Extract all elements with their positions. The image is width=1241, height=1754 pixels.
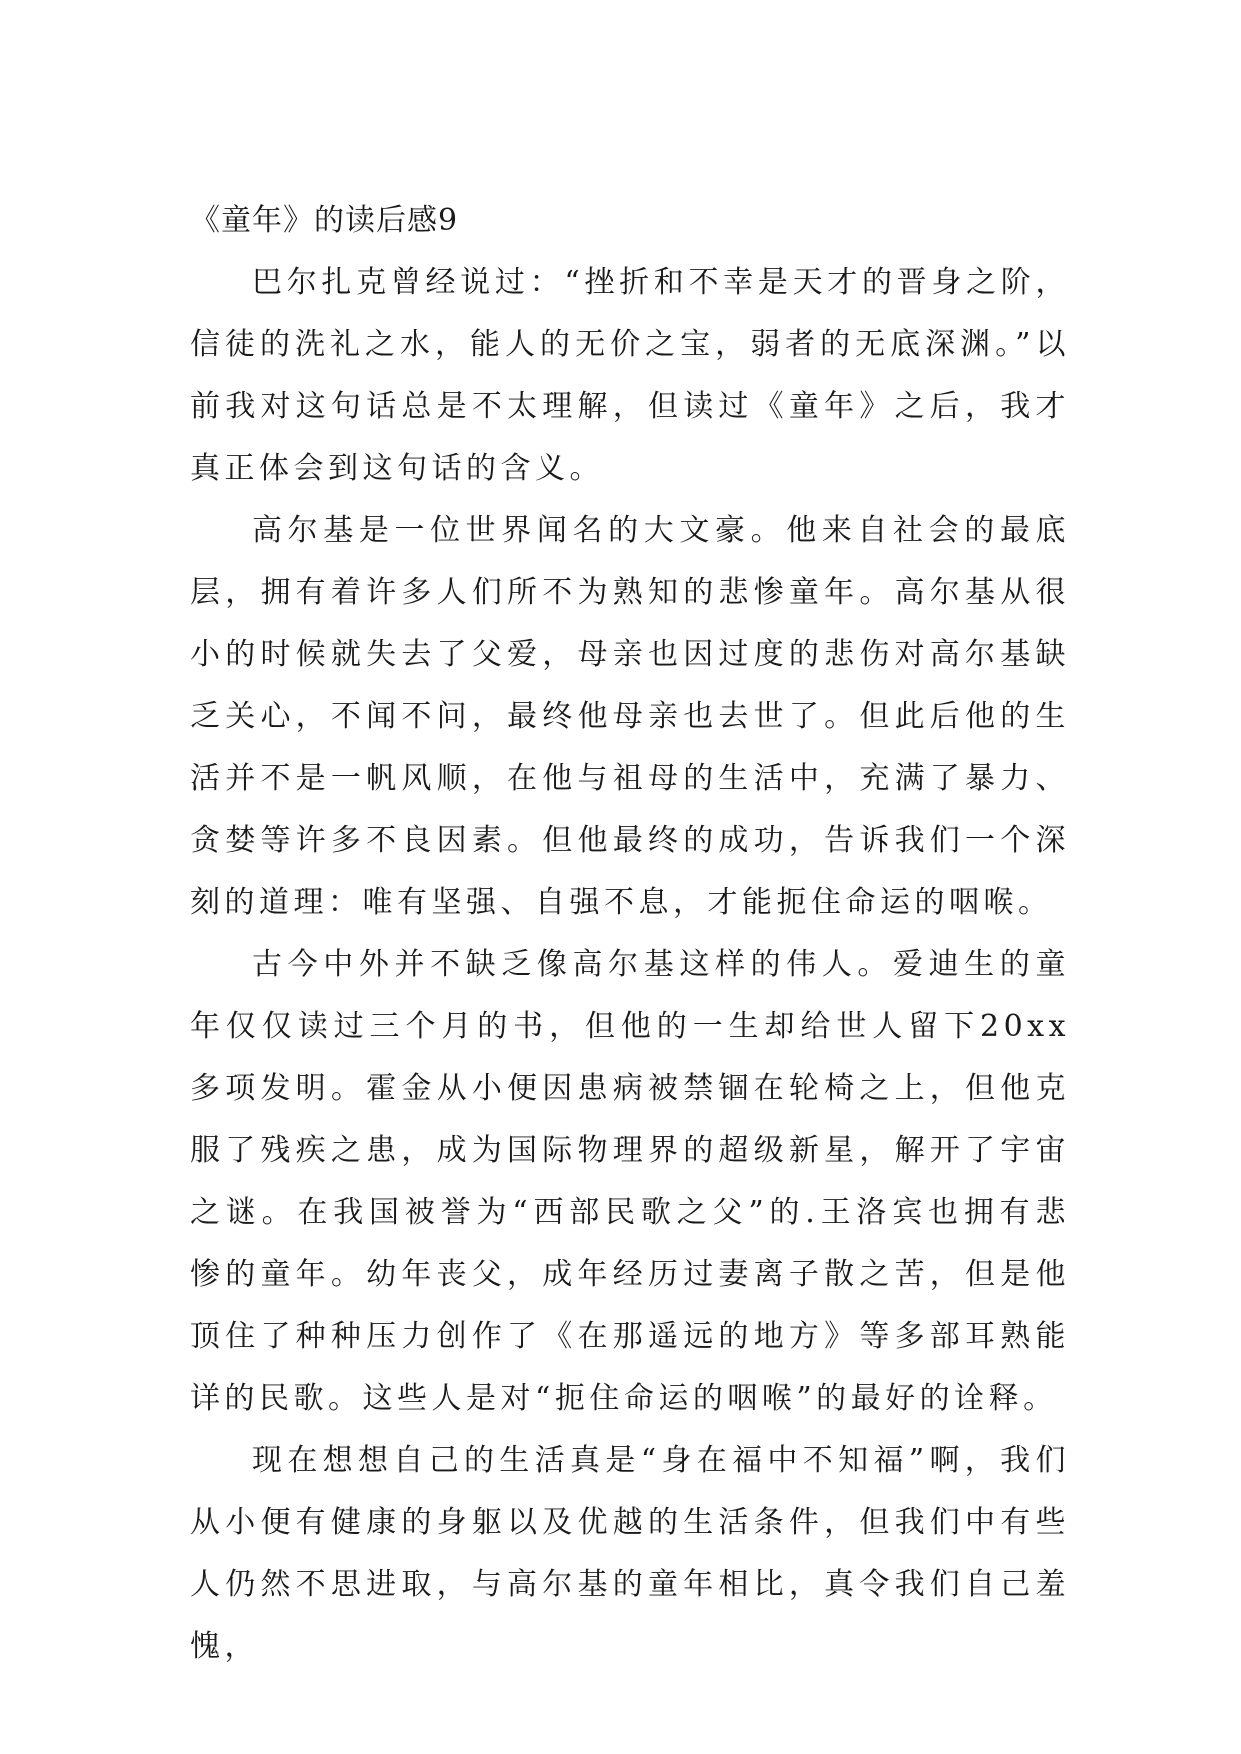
paragraph-4: 现在想想自己的生活真是“身在福中不知福”啊，我们从小便有健康的身躯以及优越的生活条件，但我们中有些人仍然不思进取，与高尔基的童年相比，真令我们自己羞愧， xyxy=(190,1443,1070,1664)
document-body xyxy=(190,198,1070,1678)
document-title: 《童年》的读后感9 xyxy=(190,203,459,238)
paragraph-3: 古今中外并不缺乏像高尔基这样的伟人。爱迪生的童年仅仅读过三个月的书，但他的一生却给世人留下20xx多项发明。霍金从小便因患病被禁锢在轮椅之上，但他克服了残疾之患，成为国际物理界的超级新星，解开了宇宙之谜。在我国被誉为“西部民歌之父”的.王洛宾也拥有悲惨的童年。幼年丧父，成年经历过妻离子散之苦，但是他顶住了种种压力创作了《在那遥远的地方》等多部耳熟能详的民歌。这些人是对“扼住命运的咽喉”的最好的诠释。 xyxy=(190,947,1070,1416)
paragraph-2: 高尔基是一位世界闻名的大文豪。他来自社会的最底层，拥有着许多人们所不为熟知的悲惨童年。高尔基从很小的时候就失去了父爱，母亲也因过度的悲伤对高尔基缺乏关心，不闻不问，最终他母亲也去世了。但此后他的生活并不是一帆风顺，在他与祖母的生活中，充满了暴力、贪婪等许多不良因素。但他最终的成功，告诉我们一个深刻的道理：唯有坚强、自强不息，才能扼住命运的咽喉。 xyxy=(190,513,1070,920)
paragraph-1: 巴尔扎克曾经说过：“挫折和不幸是天才的晋身之阶，信徒的洗礼之水，能人的无价之宝，弱者的无底深渊。”以前我对这句话总是不太理解，但读过《童年》之后，我才真正体会到这句话的含义。 xyxy=(190,265,1070,486)
